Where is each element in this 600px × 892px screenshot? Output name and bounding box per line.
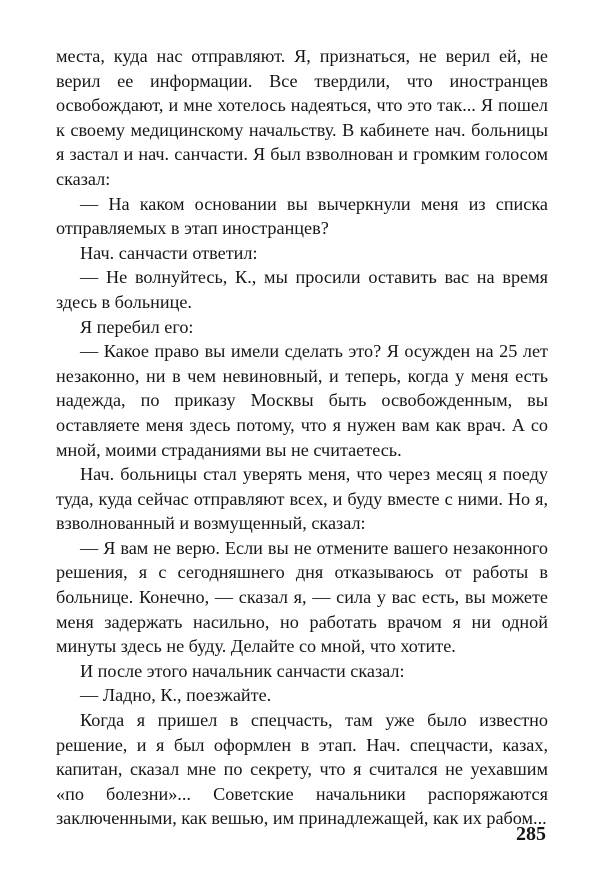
paragraph-narration: Когда я пришел в спецчасть, там уже было известно решение, и я был оформлен в этап. Нач. спецчасти, казах, капитан, сказал мне по секрету, что я считался не уехавшим «по болезни»... Советские начальники распоряжаются заключенными, как вешью, им принадлежащей, как их рабом... [56, 710, 548, 829]
paragraph-narration: И после этого начальник санчасти сказал: [80, 660, 405, 681]
paragraph-dialogue-question: — На каком основании вы вычеркнули меня из списка отправляемых в этап иностранцев? [56, 193, 548, 239]
paragraph-narration: Я перебил его: [80, 316, 194, 337]
paragraph-dialogue-reply: — Не волнуйтесь, К., мы просили оставить вас на время здесь в больнице. [56, 267, 548, 312]
page-number: 285 [516, 823, 546, 845]
paragraph-dialogue-refusal: — Я вам не верю. Если вы не отмените вашего незаконного решения, я с сегодняшнего дня отказываюсь от работы в больнице. Конечно, — сказал я, — сила у вас есть, вы можете меня задержать насильно, но работать врачом я ни одной минуты здесь не буду. Делайте со мной, что хотите. [56, 537, 548, 657]
paragraph-narration: Нач. больницы стал уверять меня, что через месяц я поеду туда, куда сейчас отправляют всех, и буду вместе с ними. Но я, взволнованный и возмущенный, сказал: [56, 464, 548, 534]
paragraph-continuation: места, куда нас отправляют. Я, признаться, не верил ей, не верил ее информации. Все твердили, что иностранцев освобождают, и мне хотелось надеяться, что это так... Я пошел к своему медицинскому начальству. В кабинете нач. больницы я застал и нач. санчасти. Я был взволнован и громким голосом сказал: [56, 46, 548, 189]
paragraph-dialogue-protest: — Какое право вы имели сделать это? Я осужден на 25 лет незаконно, ни в чем невиновный, и теперь, когда у меня есть надежда, по приказу Москвы быть освобожденным, вы оставляете меня здесь потому, что я нужен вам как врач. А со мной, моими страданиями вы не считаетесь. [56, 341, 548, 460]
body-text [56, 44, 548, 831]
paragraph-narration: Нач. санчасти ответил: [80, 242, 258, 263]
paragraph-dialogue-consent: — Ладно, К., поезжайте. [80, 685, 272, 706]
